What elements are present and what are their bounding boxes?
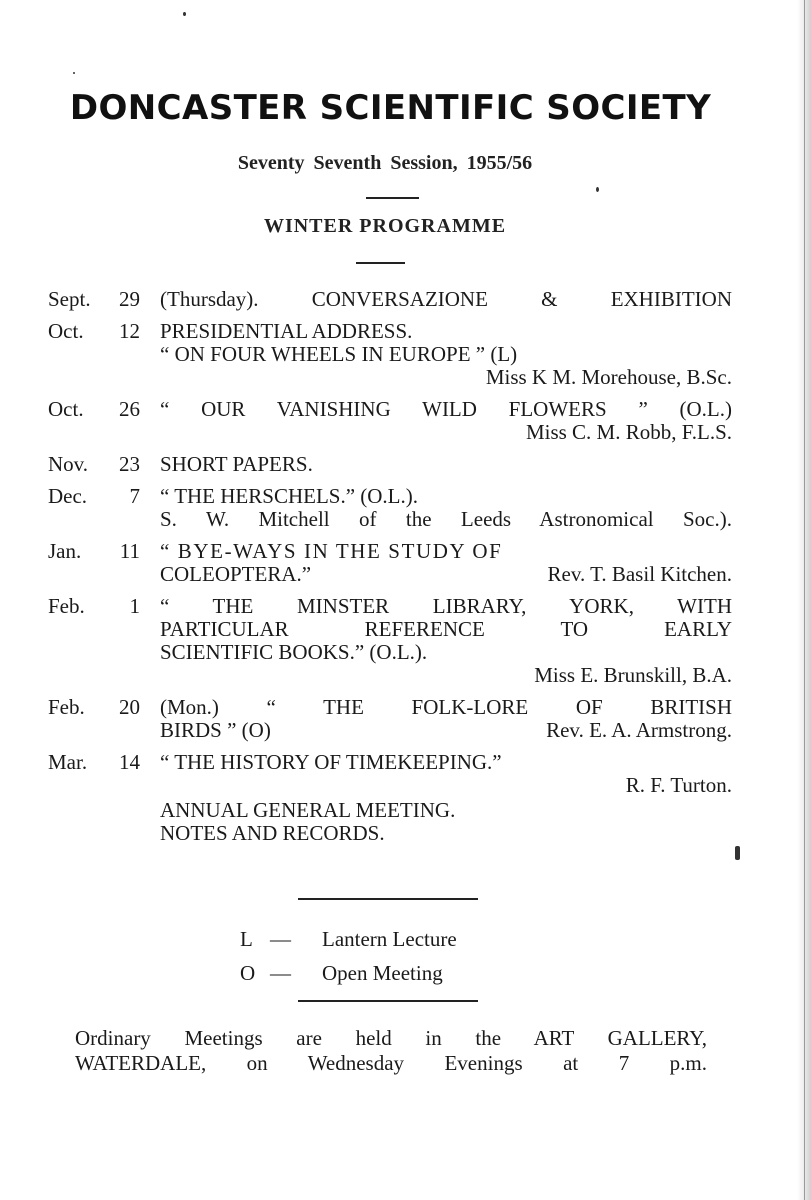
programme-heading: WINTER PROGRAMME [263, 215, 507, 237]
print-speck [73, 72, 75, 74]
event-day: 11 [119, 539, 140, 563]
event-line: COLEOPTERA.” [160, 562, 312, 586]
page-edge-line [804, 0, 805, 1200]
divider-under-heading [356, 262, 405, 264]
meeting-note [75, 1026, 707, 1076]
event-speaker: Rev. T. Basil Kitchen. [547, 562, 732, 586]
event-speaker: Rev. E. A. Armstrong. [546, 718, 732, 742]
event-dec-7 [48, 485, 732, 531]
extra-item: ANNUAL GENERAL MEETING. [160, 798, 456, 822]
legend-row [240, 956, 540, 990]
event-day: 12 [119, 319, 140, 343]
event-line: PARTICULAR REFERENCE TO EARLY [160, 617, 732, 641]
event-line: BIRDS ” (O) [160, 718, 271, 742]
event-month: Mar. [48, 750, 88, 774]
event-line: (Mon.) “ THE FOLK-LORE OF BRITISH [160, 695, 732, 719]
event-speaker: S. W. Mitchell of the Leeds Astronomical Soc.). [160, 507, 732, 531]
event-line-with-speaker [160, 719, 732, 742]
event-month: Nov. [48, 452, 89, 476]
divider-bottom [298, 1000, 478, 1002]
event-jan-11 [48, 540, 732, 586]
event-month: Oct. [48, 319, 84, 343]
legend-row [240, 922, 540, 956]
event-month: Dec. [48, 484, 88, 508]
event-month: Feb. [48, 594, 85, 618]
legend-dash: — [270, 961, 291, 985]
event-month: Oct. [48, 397, 84, 421]
event-day: 29 [119, 287, 140, 311]
event-day: 14 [119, 750, 140, 774]
legend-code: O [240, 961, 256, 985]
session-subtitle: Seventy Seventh Session, 1955/56 [237, 152, 533, 174]
event-line: “ OUR VANISHING WILD FLOWERS ” (O.L.) [160, 397, 732, 421]
event-mar-14 [48, 751, 732, 797]
event-speaker: Miss E. Brunskill, B.A. [534, 663, 732, 687]
legend-dash: — [270, 927, 291, 951]
society-title: DONCASTER SCIENTIFIC SOCIETY [69, 88, 712, 128]
note-line: Ordinary Meetings are held in the ART GALLERY, [75, 1026, 707, 1050]
divider-top [366, 197, 419, 199]
event-month: Feb. [48, 695, 85, 719]
event-speaker: Miss K M. Morehouse, B.Sc. [485, 365, 732, 389]
event-feb-20 [48, 696, 732, 742]
event-speaker: R. F. Turton. [625, 773, 732, 797]
event-line: “ ON FOUR WHEELS IN EUROPE ” (L) [160, 342, 518, 366]
event-day: 1 [129, 594, 140, 618]
legend-text: Lantern Lecture [322, 927, 457, 951]
extra-item: NOTES AND RECORDS. [160, 821, 385, 845]
print-speck [735, 846, 740, 860]
event-month: Jan. [48, 539, 82, 563]
print-speck [596, 187, 599, 192]
event-day: 26 [119, 397, 140, 421]
event-line: SCIENTIFIC BOOKS.” (O.L.). [160, 640, 428, 664]
event-oct-12 [48, 320, 732, 389]
event-day: 20 [119, 695, 140, 719]
print-speck [183, 12, 186, 16]
event-line: “ THE HERSCHELS.” (O.L.). [160, 484, 418, 508]
event-line: “ BYE-WAYS IN THE STUDY OF [160, 539, 503, 563]
event-nov-23 [48, 453, 732, 476]
event-line-with-speaker [160, 563, 732, 586]
event-line: “ THE MINSTER LIBRARY, YORK, WITH [160, 594, 732, 618]
event-line: PRESIDENTIAL ADDRESS. [160, 319, 413, 343]
events-list [48, 288, 732, 845]
event-feb-1 [48, 595, 732, 687]
event-line: SHORT PAPERS. [160, 452, 313, 476]
event-line: (Thursday). CONVERSAZIONE & EXHIBITION [160, 287, 732, 311]
divider-middle [298, 898, 478, 900]
event-sept-29 [48, 288, 732, 311]
legend-text: Open Meeting [322, 961, 443, 985]
note-line: WATERDALE, on Wednesday Evenings at 7 p.m. [75, 1051, 707, 1075]
legend-code: L [240, 927, 253, 951]
event-line: “ THE HISTORY OF TIMEKEEPING.” [160, 750, 502, 774]
event-day: 7 [129, 484, 140, 508]
event-oct-26 [48, 398, 732, 444]
legend [240, 922, 540, 990]
event-speaker: Miss C. M. Robb, F.L.S. [525, 420, 732, 444]
event-month: Sept. [48, 287, 91, 311]
extra-items [160, 799, 732, 845]
event-day: 23 [119, 452, 140, 476]
